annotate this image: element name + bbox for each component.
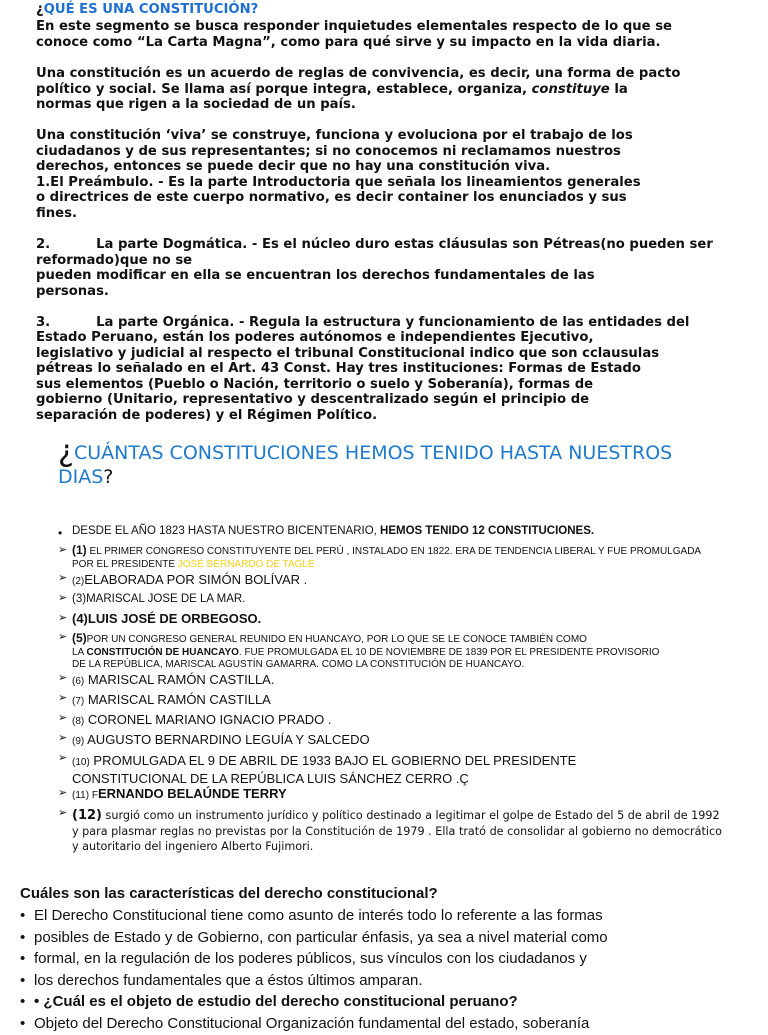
text-segment: político y social. Se llama así porque integra, establece, organiza, (36, 82, 532, 97)
list-item: (4)LUIS JOSÉ DE ORBEGOSO. (72, 611, 262, 626)
list-item (72, 674, 274, 688)
text-line: conoce como “La Carta Magna”, como para qué sirve y su impacto en la vida diaria. (36, 35, 661, 50)
arrow-bullet-icon: ➢ (58, 732, 68, 744)
item-text: POR EL PRESIDENTE (72, 558, 178, 570)
bullet-icon: • (20, 929, 26, 946)
item-text: AUGUSTO BERNARDINO LEGUÍA Y SALCEDO (84, 732, 370, 747)
text-line (36, 82, 628, 98)
item-number: (5) (72, 631, 87, 645)
arrow-bullet-icon: ➢ (58, 752, 68, 764)
item-text: DE LA REPÚBLICA, MARISCAL AGUSTÍN GAMARRA. COMO LA CONSTITUCIÓN DE HUANCAYO. (72, 659, 525, 670)
bullet-icon: • (20, 907, 26, 924)
section3-question: • ¿Cuál es el objeto de estudio del derecho constitucional peruano? (34, 993, 518, 1010)
bullet-icon: • (20, 950, 26, 967)
item-text: MARISCAL JOSE DE LA MAR. (86, 593, 246, 605)
section3-heading: Cuáles son las características del derecho constitucional? (20, 885, 438, 902)
list-item (72, 574, 307, 588)
item-text: ELABORADA POR SIMÓN BOLÍVAR . (84, 572, 308, 587)
list-item (72, 788, 287, 802)
text-line: gobierno (Unitario, representativo y descentralizado según el principio de (36, 392, 590, 407)
text-line: El Derecho Constitucional tiene como asunto de interés todo lo referente a las formas (34, 907, 603, 924)
item-text: LA (72, 646, 87, 658)
list-intro (72, 526, 594, 538)
text-line: derechos, entonces se puede decir que no hay una constitución viva. (36, 159, 551, 174)
item-number: (6) (72, 676, 85, 687)
text-line: o directrices de este cuerpo normativo, es decir container los enunciados y sus (36, 190, 627, 205)
text-line: sus elementos (Pueblo o Nación, territorio o suelo y Soberanía), formas de (36, 377, 594, 392)
title-end: ? (103, 466, 114, 488)
item-number: (10) (72, 757, 90, 768)
arrow-bullet-icon: ➢ (58, 544, 68, 556)
list-item (72, 714, 332, 728)
intro-text: DESDE EL AÑO 1823 HASTA NUESTRO BICENTENARIO, (72, 525, 381, 537)
item-text: y autoritario del ingeniero Alberto Fujimori. (72, 840, 314, 853)
text-line: En este segmento se busca responder inquietudes elementales respecto de lo que se (36, 19, 672, 34)
title-prefix: ¿ (36, 2, 44, 17)
italic-word: constituye (531, 82, 610, 97)
text-line: 1.El Preámbulo. - Es la parte Introductoria que señala los lineamientos generales (36, 175, 641, 190)
item-number: (3) (72, 593, 87, 605)
list-item (72, 753, 576, 787)
list-item (72, 694, 271, 708)
text-line: 3. La parte Orgánica. - Regula la estructura y funcionamiento de las entidades del (36, 315, 690, 330)
item-number: (9) (72, 736, 85, 747)
text-line: Una constitución ‘viva’ se construye, funciona y evoluciona por el trabajo de los (36, 128, 633, 143)
item-text: . FUE PROMULGADA EL 10 DE NOVIEMBRE DE 1839 POR EL PRESIDENTE PROVISORIO (238, 646, 660, 658)
text-line: pueden modificar en ella se encuentran los derechos fundamentales de las (36, 268, 595, 283)
arrow-bullet-icon: ➢ (58, 712, 68, 724)
list-item (72, 545, 701, 570)
text-line: personas. (36, 284, 109, 299)
question-mark: ¿ (58, 434, 74, 469)
item-number: (11) F (72, 790, 98, 801)
item-text: y para plasmar reglas no previstas por la Constitución de 1979 . Ella trató de consolidar al gobierno no democrático (72, 824, 722, 838)
text-line: Una constitución es un acuerdo de reglas de convivencia, es decir, una forma de pacto (36, 66, 681, 81)
item-text: ERNANDO BELAÚNDE TERRY (97, 786, 287, 801)
title-line-2: DIAS (58, 466, 104, 488)
text-line: ciudadanos y de sus representantes; si no conocemos ni reclamamos nuestros (36, 144, 621, 159)
text-line: normas que rigen a la sociedad de un país. (36, 97, 356, 112)
item-text: surgió como un instrumento jurídico y político destinado a legitimar el golpe de Estado del 5 de abril de 1992 (101, 809, 720, 822)
bullet-icon: • (58, 526, 63, 540)
arrow-bullet-icon: ➢ (58, 572, 68, 584)
text-line: fines. (36, 206, 77, 221)
item-text: EL PRIMER CONGRESO CONSTITUYENTE DEL PERÚ , INSTALADO EN 1822. ERA DE TENDENCIA LIBERAL Y FUE PROMULGADA (86, 546, 702, 557)
item-number: (1) (72, 543, 87, 557)
item-number: (2) (72, 576, 85, 587)
item-text: CONSTITUCIONAL DE LA REPÚBLICA LUIS SÁNCHEZ CERRO .Ç (72, 771, 469, 786)
text-line: 2. La parte Dogmática. - Es el núcleo duro estas cláusulas son Pétreas(no pueden ser (36, 237, 713, 252)
section1-heading: QUÉ ES UNA CONSTITUCIÓN? (43, 2, 259, 17)
item-text: MARISCAL RAMÓN CASTILLA (84, 692, 271, 707)
bullet-icon: • (20, 972, 26, 989)
text-line: legislativo y judicial al respecto el tribunal Constitucional indico que son cclausulas (36, 346, 660, 361)
text-line: los derechos fundamentales que a éstos últimos amparan. (34, 972, 423, 989)
list-item (72, 594, 245, 606)
arrow-bullet-icon: ➢ (58, 592, 68, 604)
arrow-bullet-icon: ➢ (58, 631, 68, 643)
item-number: (7) (72, 696, 85, 707)
item-number: (8) (72, 716, 85, 727)
item-text: CORONEL MARIANO IGNACIO PRADO . (84, 712, 332, 727)
item-number: (12) (72, 808, 102, 823)
arrow-bullet-icon: ➢ (58, 807, 68, 819)
item-text: PROMULGADA EL 9 DE ABRIL DE 1933 BAJO EL GOBIERNO DEL PRESIDENTE (89, 753, 577, 768)
item-bold: CONSTITUCIÓN DE HUANCAYO (86, 646, 239, 658)
highlighted-name: JOSÉ BERNARDO DE TAGLE (177, 558, 315, 570)
bullet-icon: • (20, 993, 26, 1010)
section1-title (36, 2, 258, 18)
text-line: formal, en la regulación de los poderes públicos, sus vínculos con los ciudadanos y (34, 950, 587, 967)
list-item (72, 808, 722, 855)
arrow-bullet-icon: ➢ (58, 672, 68, 684)
text-line: Objeto del Derecho Constitucional Organización fundamental del estado, soberanía (34, 1015, 590, 1032)
text-line: Estado Peruano, están los poderes autónomos e independientes Ejecutivo, (36, 330, 594, 345)
item-text: POR UN CONGRESO GENERAL REUNIDO EN HUANCAYO, POR LO QUE SE LE CONOCE TAMBIÉN COMO (86, 634, 587, 645)
bullet-icon: • (20, 1015, 26, 1032)
text-line: reformado)que no se (36, 253, 193, 268)
intro-bold: HEMOS TENIDO 12 CONSTITUCIONES. (380, 525, 595, 537)
list-item (72, 633, 659, 671)
list-item (72, 734, 370, 748)
text-line: pétreas lo señalado en el Art. 43 Const. Hay tres instituciones: Formas de Estado (36, 361, 641, 376)
section2-title (58, 434, 673, 489)
text-line: posibles de Estado y de Gobierno, con particular énfasis, ya sea a nivel material como (34, 929, 608, 946)
text-line: separación de poderes) y el Régimen Político. (36, 408, 378, 423)
item-text: MARISCAL RAMÓN CASTILLA. (84, 672, 275, 687)
arrow-bullet-icon: ➢ (58, 692, 68, 704)
arrow-bullet-icon: ➢ (58, 612, 68, 624)
text-segment: la (609, 82, 628, 97)
title-line-1: CUÁNTAS CONSTITUCIONES HEMOS TENIDO HASTA NUESTROS (73, 442, 673, 464)
arrow-bullet-icon: ➢ (58, 787, 68, 799)
